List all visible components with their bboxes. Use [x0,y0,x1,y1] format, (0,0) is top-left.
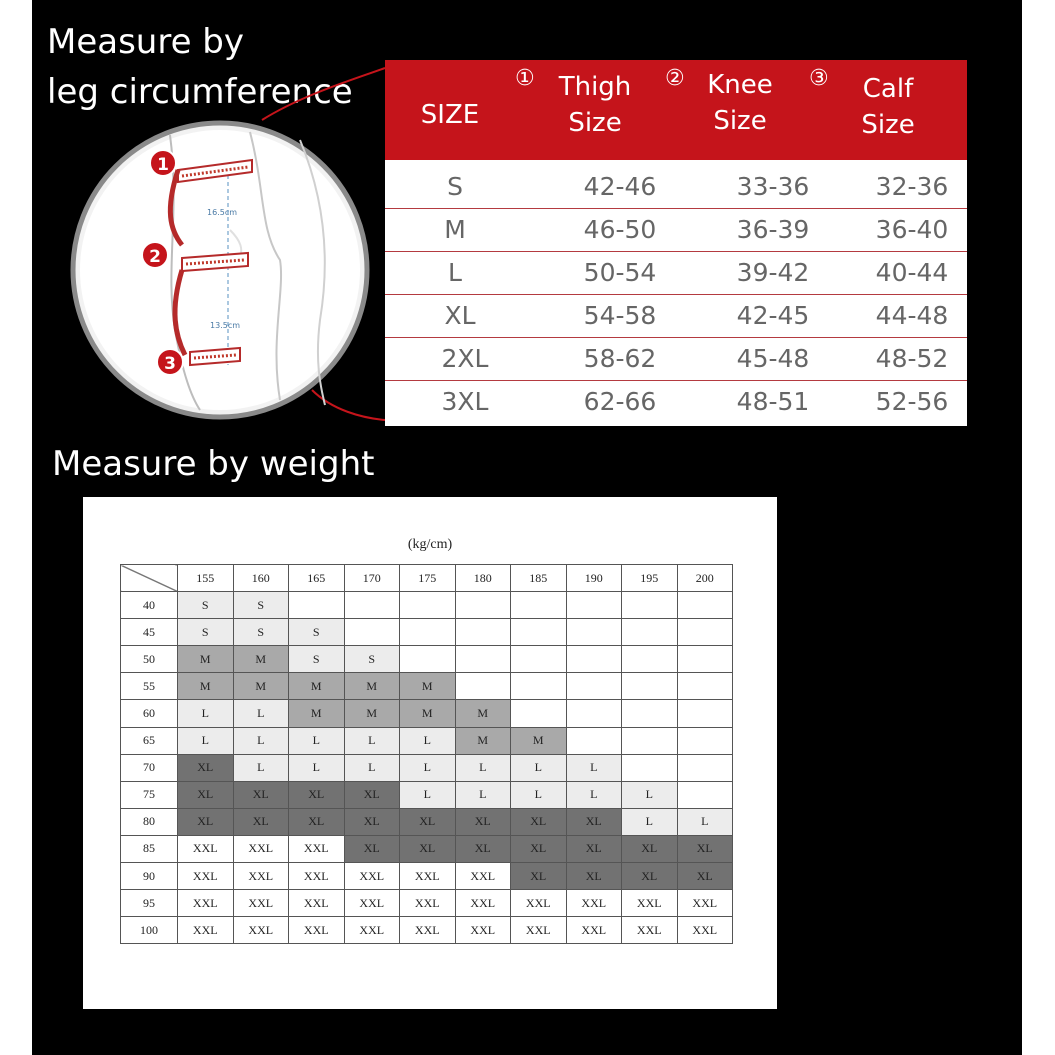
size-cell [455,619,511,646]
lower-measure-text: 13.5cm [210,321,241,330]
unit-label: (kg/cm) [407,537,453,552]
size-cell: S [344,646,400,673]
weight-heading: Measure by weight [52,444,375,484]
size-cell [622,754,678,781]
weight-header: 40 [121,592,178,619]
calf-cell: 48-52 [875,344,949,373]
corner-cell [121,565,178,592]
height-header: 190 [566,565,622,592]
size-cell: XXL [289,835,345,862]
calf-cell: 36-40 [875,215,949,244]
size-cell: XXL [178,835,234,862]
weight-header: 55 [121,673,178,700]
size-cell: XL [622,835,678,862]
size-cell: XXL [677,917,733,944]
weight-header: 90 [121,863,178,890]
size-cell: XL [566,808,622,835]
size-cell: L [233,700,289,727]
size-cell: XXL [622,890,678,917]
size-cell: XL [233,781,289,808]
size-cell: L [400,727,456,754]
svg-text:2: 2 [149,247,161,267]
size-cell [677,781,733,808]
size-cell: XL [400,835,456,862]
size-cell: L [233,727,289,754]
size-cell: S [178,619,234,646]
thigh-cell: 54-58 [583,301,657,330]
size-cell [344,592,400,619]
size-cell: XXL [455,917,511,944]
size-cell: L [344,727,400,754]
size-cell [344,619,400,646]
size-cell: XXL [344,917,400,944]
size-cell: L [400,754,456,781]
size-cell: XXL [233,917,289,944]
size-cell: XL [622,863,678,890]
calf-cell: 32-36 [875,172,949,201]
thigh-header-line1: Thigh [558,72,632,102]
weight-header: 75 [121,781,178,808]
size-column-header: SIZE [420,100,480,130]
size-cell: XL [677,863,733,890]
size-cell: M [344,700,400,727]
size-cell: S [233,592,289,619]
size-cell: L [566,754,622,781]
upper-measure-text: 16.5cm [207,208,238,217]
weight-row [121,863,733,890]
size-cell [455,646,511,673]
calf-number-badge: ③ [809,66,829,91]
thigh-cell: 42-46 [583,172,657,201]
size-guide-canvas [32,0,1022,1055]
size-cell: XXL [511,917,567,944]
height-header: 195 [622,565,678,592]
calf-header-line2: Size [861,110,915,140]
weight-row [121,646,733,673]
weight-row [121,781,733,808]
size-cell [566,619,622,646]
leg-heading-line2: leg circumference [47,72,353,112]
size-cell [677,619,733,646]
size-cell [400,619,456,646]
size-cell: XL [178,754,234,781]
size-cell: XXL [566,890,622,917]
weight-header: 70 [121,754,178,781]
marker-2 [142,242,168,268]
leg-size-table [385,60,967,426]
leg-table-header [385,60,967,160]
size-cell [566,727,622,754]
size-cell [455,592,511,619]
weight-row [121,835,733,862]
size-cell: XXL [455,890,511,917]
size-cell: XL [233,808,289,835]
size-cell: XL [455,835,511,862]
size-cell [511,619,567,646]
height-header: 170 [344,565,400,592]
size-cell: M [400,673,456,700]
leg-measure-illustration [70,120,370,420]
size-cell [677,727,733,754]
size-cell: XXL [400,890,456,917]
size-cell [622,592,678,619]
size-cell: L [622,781,678,808]
marker-3 [157,349,183,375]
size-cell: S [289,646,345,673]
size-cell [677,592,733,619]
size-cell [511,646,567,673]
size-cell: XXL [455,863,511,890]
size-cell: XL [566,835,622,862]
size-cell [677,646,733,673]
size-cell: XXL [400,917,456,944]
size-cell [400,592,456,619]
knee-number-badge: ② [665,66,685,91]
knee-header-line1: Knee [707,70,773,100]
thigh-cell: 58-62 [583,344,657,373]
calf-cell: 52-56 [875,387,949,416]
size-cell: XXL [344,890,400,917]
size-cell: M [178,646,234,673]
size-cell: L [289,727,345,754]
leg-table-row [385,294,967,338]
marker-1 [150,150,176,176]
size-cell: M [444,215,466,244]
size-cell: XL [344,781,400,808]
weight-row [121,890,733,917]
weight-row [121,673,733,700]
leg-illustration [70,120,370,420]
height-header: 185 [511,565,567,592]
size-cell: M [400,700,456,727]
size-cell: XL [178,781,234,808]
height-header: 165 [289,565,345,592]
leg-table-row [385,380,967,423]
size-cell: M [289,700,345,727]
size-cell: L [448,258,462,287]
leg-heading-line1: Measure by [47,22,245,62]
size-cell: M [455,727,511,754]
knee-cell: 45-48 [736,344,810,373]
knee-cell: 36-39 [736,215,810,244]
size-cell: XXL [178,890,234,917]
size-cell: XL [289,781,345,808]
size-cell [400,646,456,673]
size-cell: M [233,673,289,700]
size-cell: XXL [566,917,622,944]
weight-row [121,727,733,754]
size-cell [622,619,678,646]
weight-header: 50 [121,646,178,673]
size-cell: L [178,727,234,754]
grid-body [121,592,733,944]
weight-row [121,808,733,835]
calf-tape [190,348,240,365]
size-cell: L [289,754,345,781]
weight-row [121,700,733,727]
size-cell [677,673,733,700]
knee-header-line2: Size [713,106,767,136]
size-cell: L [400,781,456,808]
leg-table-row [385,337,967,381]
weight-chart-card [83,497,777,1009]
size-cell: XL [566,863,622,890]
thigh-cell: 46-50 [583,215,657,244]
knee-cell: 48-51 [736,387,810,416]
size-cell: XL [444,301,476,330]
leg-table-row [385,251,967,295]
size-cell: XXL [289,917,345,944]
size-cell: XXL [289,890,345,917]
size-cell: L [511,754,567,781]
size-cell: 3XL [441,387,489,416]
size-cell: XL [677,835,733,862]
knee-cell: 33-36 [736,172,810,201]
size-cell: XXL [178,917,234,944]
height-header: 175 [400,565,456,592]
size-cell [566,592,622,619]
knee-cell: 42-45 [736,301,810,330]
weight-height-grid [120,564,733,944]
size-cell: L [178,700,234,727]
size-cell: S [289,619,345,646]
size-cell: M [289,673,345,700]
size-cell: S [178,592,234,619]
calf-header-line1: Calf [862,74,914,104]
size-cell: XXL [677,890,733,917]
thigh-cell: 62-66 [583,387,657,416]
size-cell: XXL [400,863,456,890]
weight-header: 45 [121,619,178,646]
size-cell [566,646,622,673]
weight-row [121,754,733,781]
size-cell: M [233,646,289,673]
size-cell: M [178,673,234,700]
size-cell: L [511,781,567,808]
size-cell: XXL [233,863,289,890]
weight-header: 65 [121,727,178,754]
size-cell: M [344,673,400,700]
svg-text:1: 1 [157,155,169,175]
size-cell: XXL [344,863,400,890]
leg-table-row [385,208,967,252]
weight-header: 95 [121,890,178,917]
size-cell: L [566,781,622,808]
thigh-cell: 50-54 [583,258,657,287]
size-cell [622,646,678,673]
size-cell: XL [400,808,456,835]
calf-cell: 44-48 [875,301,949,330]
size-cell: XL [289,808,345,835]
size-cell [677,700,733,727]
size-cell: XXL [622,917,678,944]
size-cell: XXL [289,863,345,890]
size-cell [566,700,622,727]
size-cell [511,592,567,619]
size-cell [511,700,567,727]
weight-row [121,917,733,944]
weight-row [121,619,733,646]
size-cell: XXL [178,863,234,890]
thigh-header-line2: Size [568,108,622,138]
size-cell: XL [344,835,400,862]
size-cell [566,673,622,700]
weight-header: 60 [121,700,178,727]
weight-header: 80 [121,808,178,835]
size-cell: XXL [233,890,289,917]
height-header: 160 [233,565,289,592]
knee-cell: 39-42 [736,258,810,287]
weight-header: 85 [121,835,178,862]
size-cell: 2XL [441,344,489,373]
thigh-number-badge: ① [515,66,535,91]
weight-row [121,592,733,619]
size-cell: M [455,700,511,727]
height-header-row [121,565,733,592]
size-cell: L [455,754,511,781]
size-cell: L [344,754,400,781]
height-header: 180 [455,565,511,592]
size-cell: XXL [511,890,567,917]
size-cell [677,754,733,781]
size-cell [455,673,511,700]
size-cell [289,592,345,619]
size-cell: XL [455,808,511,835]
size-cell: L [622,808,678,835]
size-cell: XL [511,808,567,835]
calf-cell: 40-44 [875,258,949,287]
height-header: 200 [677,565,733,592]
size-cell: XL [511,835,567,862]
size-cell: XL [511,863,567,890]
size-cell: S [447,172,463,201]
size-cell [622,727,678,754]
size-cell: L [233,754,289,781]
weight-header: 100 [121,917,178,944]
svg-text:3: 3 [164,354,176,374]
leg-table-row [385,165,967,209]
size-cell: L [677,808,733,835]
size-cell: XL [178,808,234,835]
size-cell: S [233,619,289,646]
height-header: 155 [178,565,234,592]
size-cell [622,700,678,727]
size-cell: L [455,781,511,808]
size-cell [511,673,567,700]
size-cell [622,673,678,700]
size-cell: XL [344,808,400,835]
size-cell: XXL [233,835,289,862]
size-cell: M [511,727,567,754]
